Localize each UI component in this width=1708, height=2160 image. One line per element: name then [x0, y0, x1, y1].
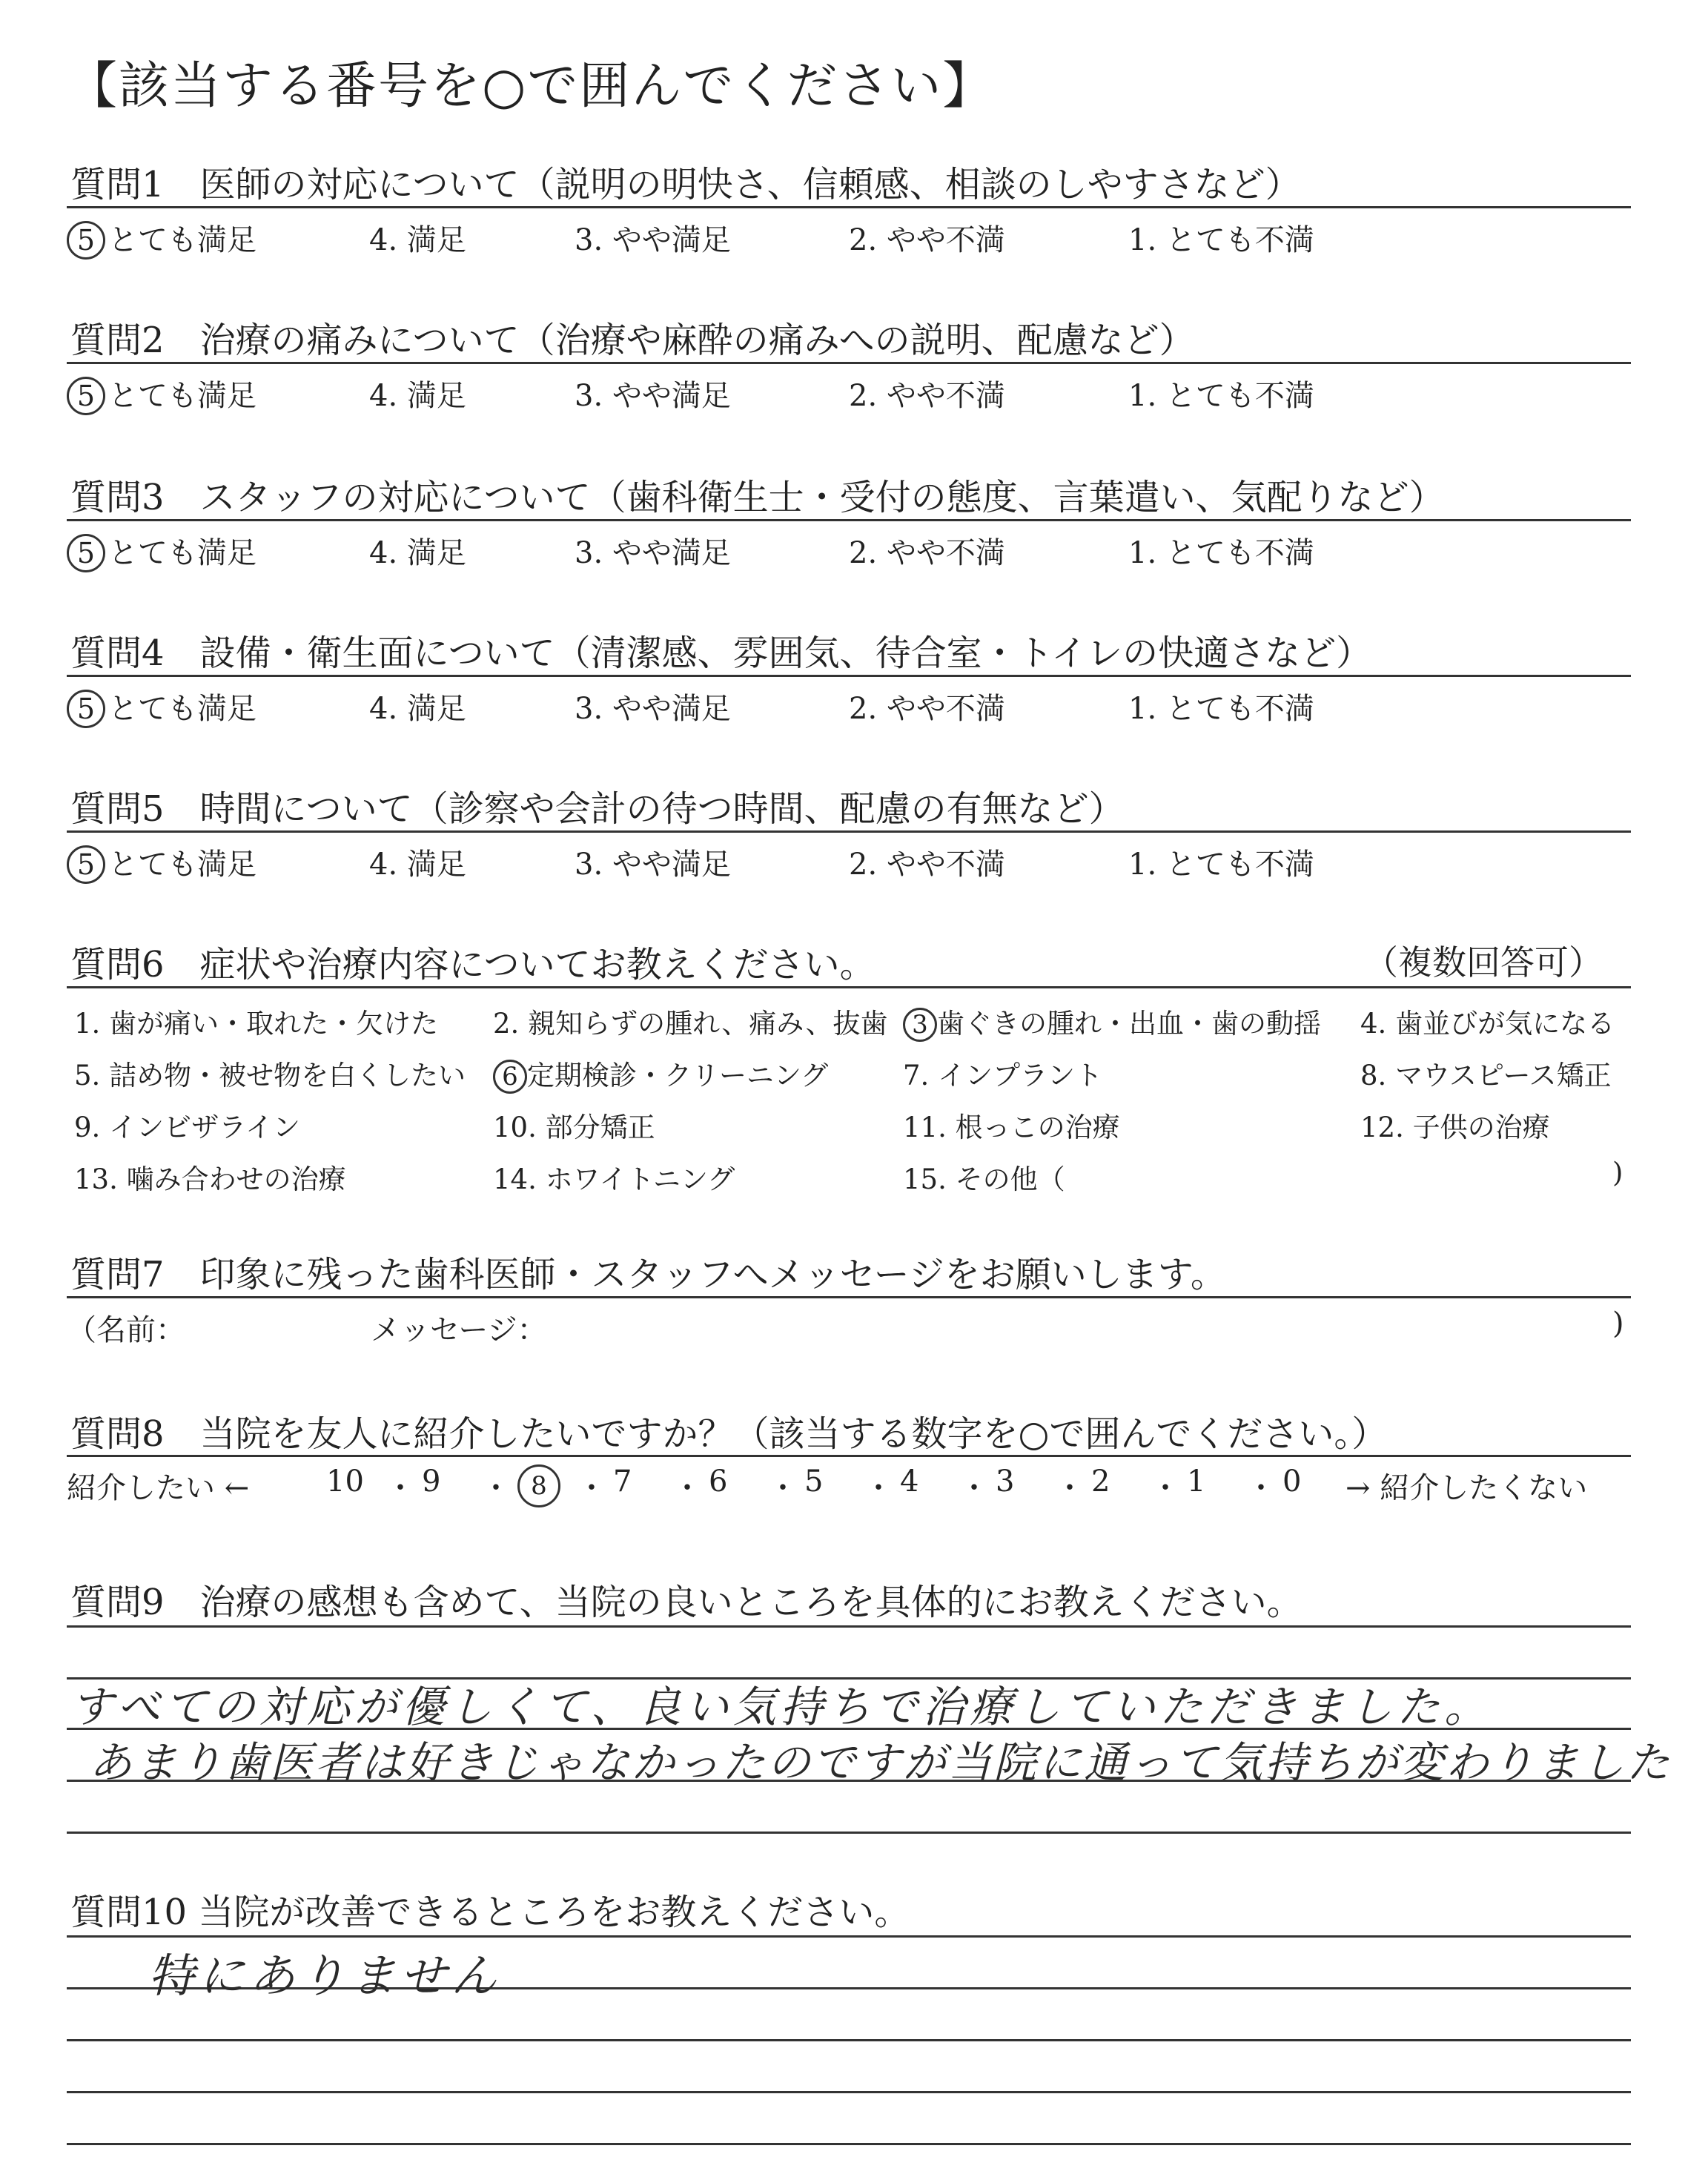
scale-separator: ・: [864, 1471, 893, 1505]
q4-option-2[interactable]: 2. やや不満: [849, 692, 1005, 726]
q6-title: 質問6 症状や治療内容についてお教えください。: [70, 944, 875, 985]
q6-option-6[interactable]: [493, 1053, 828, 1094]
q5-option-3[interactable]: 3. やや満足: [575, 848, 731, 882]
q10-title: 質問10 当院が改善できるところをお教えください。: [70, 1892, 910, 1933]
q1-option-2[interactable]: 2. やや不満: [849, 223, 1005, 257]
q10-rule-5: [67, 2143, 1631, 2145]
q7-close-paren: ): [1612, 1307, 1624, 1341]
q4-rule: [67, 675, 1631, 677]
q7-title: 質問7 印象に残った歯科医師・スタッフへメッセージをお願いします。: [70, 1254, 1226, 1295]
q3-option-4[interactable]: 4. 満足: [369, 536, 466, 570]
q2-option-2[interactable]: 2. やや不満: [849, 379, 1005, 413]
q6-option-2[interactable]: 2. 親知らずの腫れ、痛み、抜歯: [493, 1008, 888, 1040]
q9-rule-5: [67, 1832, 1631, 1834]
q3-title: 質問3 スタッフの対応について（歯科衛生士・受付の態度、言葉遣い、気配りなど）: [70, 477, 1445, 518]
q8-scale-3[interactable]: 3: [996, 1464, 1015, 1499]
selected-circle: 6: [493, 1060, 527, 1094]
option-label: とても満足: [108, 536, 256, 570]
q10-rule-3: [67, 2039, 1631, 2041]
q6-option-14[interactable]: 14. ホワイトニング: [493, 1163, 735, 1195]
q9-answer-line-2: あまり歯医者は好きじゃなかったのですが当院に通って気持ちが変わりました: [89, 1737, 1672, 1788]
q6-note: （複数回答可）: [1364, 942, 1603, 982]
q4-option-5[interactable]: [67, 685, 256, 728]
q7-message-label: メッセージ：: [371, 1313, 547, 1347]
scale-separator: ・: [481, 1471, 511, 1505]
selected-circle: 5: [67, 377, 105, 415]
option-label: とても満足: [108, 692, 256, 726]
q8-scale-10[interactable]: 10: [326, 1464, 364, 1499]
q2-option-5[interactable]: [67, 372, 256, 415]
q6-option-8[interactable]: 8. マウスピース矯正: [1360, 1060, 1612, 1091]
q1-option-5[interactable]: [67, 217, 256, 260]
scale-separator: ・: [672, 1471, 702, 1505]
q1-title: 質問1 医師の対応について（説明の明快さ、信頼感、相談のしやすさなど）: [70, 164, 1301, 205]
q5-title: 質問5 時間について（診察や会計の待つ時間、配慮の有無など）: [70, 788, 1125, 830]
q1-option-4[interactable]: 4. 満足: [369, 223, 466, 257]
option-label: 定期検診・クリーニング: [527, 1060, 829, 1091]
scale-separator: ・: [1055, 1471, 1085, 1505]
q2-option-1[interactable]: 1. とても不満: [1128, 379, 1314, 413]
q5-option-1[interactable]: 1. とても不満: [1128, 848, 1314, 882]
option-label: 歯ぐきの腫れ・出血・歯の動揺: [937, 1008, 1321, 1040]
q6-option-13[interactable]: 13. 噛み合わせの治療: [74, 1163, 346, 1195]
q8-scale-8[interactable]: [517, 1464, 560, 1507]
q2-title: 質問2 治療の痛みについて（治療や麻酔の痛みへの説明、配慮など）: [70, 320, 1195, 361]
q2-rule: [67, 362, 1631, 364]
q7-rule: [67, 1296, 1631, 1298]
q8-scale-7[interactable]: 7: [613, 1464, 632, 1499]
selected-circle: 8: [517, 1464, 560, 1507]
q1-rule: [67, 206, 1631, 208]
q1-option-1[interactable]: 1. とても不満: [1128, 223, 1314, 257]
selected-circle: 5: [67, 845, 105, 884]
q9-rule-1: [67, 1625, 1631, 1628]
q4-option-3[interactable]: 3. やや満足: [575, 692, 731, 726]
q9-title: 質問9 治療の感想も含めて、当院の良いところを具体的にお教えください。: [70, 1582, 1302, 1623]
q6-option-5[interactable]: 5. 詰め物・被せ物を白くしたい: [74, 1060, 466, 1091]
q2-option-3[interactable]: 3. やや満足: [575, 379, 731, 413]
q6-option-3[interactable]: [903, 1001, 1321, 1042]
q6-option-16[interactable]: ): [1612, 1157, 1623, 1189]
q4-option-4[interactable]: 4. 満足: [369, 692, 466, 726]
q6-option-15[interactable]: 15. その他（: [903, 1163, 1065, 1195]
q6-option-9[interactable]: 9. インビザライン: [74, 1112, 300, 1143]
scale-separator: ・: [1246, 1471, 1276, 1505]
selected-circle: 5: [67, 690, 105, 728]
selected-circle: 5: [67, 534, 105, 572]
q5-option-4[interactable]: 4. 満足: [369, 848, 466, 882]
q3-option-3[interactable]: 3. やや満足: [575, 536, 731, 570]
option-label: とても満足: [108, 379, 256, 413]
q6-rule: [67, 986, 1631, 988]
q8-scale-6[interactable]: 6: [709, 1464, 728, 1499]
q8-scale-9[interactable]: 9: [422, 1464, 441, 1499]
q6-option-10[interactable]: 10. 部分矯正: [493, 1112, 655, 1143]
q3-option-2[interactable]: 2. やや不満: [849, 536, 1005, 570]
q4-title: 質問4 設備・衛生面について（清潔感、雰囲気、待合室・トイレの快適さなど）: [70, 633, 1372, 674]
form-header: 【該当する番号を○で囲んでください】: [67, 57, 995, 116]
q8-scale-4[interactable]: 4: [900, 1464, 919, 1499]
q8-scale-0[interactable]: 0: [1282, 1464, 1302, 1499]
q6-option-11[interactable]: 11. 根っこの治療: [903, 1112, 1120, 1143]
q9-answer-line-1: すべての対応が優しくて、良い気持ちで治療していただきました。: [70, 1682, 1492, 1732]
q10-answer: 特にありません: [148, 1949, 502, 2003]
q1-option-3[interactable]: 3. やや満足: [575, 223, 731, 257]
q7-name-label: （名前：: [67, 1313, 185, 1347]
q8-scale-1[interactable]: 1: [1187, 1464, 1206, 1499]
q6-option-1[interactable]: 1. 歯が痛い・取れた・欠けた: [74, 1008, 439, 1040]
q5-option-5[interactable]: [67, 841, 256, 884]
scale-separator: ・: [768, 1471, 798, 1505]
q8-scale-2[interactable]: 2: [1091, 1464, 1110, 1499]
q2-option-4[interactable]: 4. 満足: [369, 379, 466, 413]
selected-circle: 5: [67, 221, 105, 260]
q5-rule: [67, 830, 1631, 833]
scale-separator: ・: [577, 1471, 606, 1505]
q8-left-label: 紹介したい ←: [67, 1471, 250, 1505]
q5-option-2[interactable]: 2. やや不満: [849, 848, 1005, 882]
option-label: とても満足: [108, 848, 256, 882]
q8-right-label: → 紹介したくない: [1345, 1471, 1588, 1505]
q3-option-5[interactable]: [67, 529, 256, 572]
selected-circle: 3: [903, 1008, 937, 1042]
q10-rule-1: [67, 1935, 1631, 1938]
q3-option-1[interactable]: 1. とても不満: [1128, 536, 1314, 570]
q10-rule-4: [67, 2091, 1631, 2093]
scale-separator: ・: [959, 1471, 989, 1505]
q8-rule: [67, 1455, 1631, 1457]
q4-option-1[interactable]: 1. とても不満: [1128, 692, 1314, 726]
q6-option-4[interactable]: 4. 歯並びが気になる: [1360, 1008, 1615, 1040]
q3-rule: [67, 519, 1631, 521]
q8-scale-5[interactable]: 5: [804, 1464, 824, 1499]
scale-separator: ・: [1151, 1471, 1180, 1505]
q6-option-12[interactable]: 12. 子供の治療: [1360, 1112, 1550, 1143]
option-label: とても満足: [108, 223, 256, 257]
q6-option-7[interactable]: 7. インプラント: [903, 1060, 1103, 1091]
q8-title: 質問8 当院を友人に紹介したいですか？（該当する数字を○で囲んでください。）: [70, 1413, 1388, 1455]
scale-separator: ・: [385, 1471, 415, 1505]
